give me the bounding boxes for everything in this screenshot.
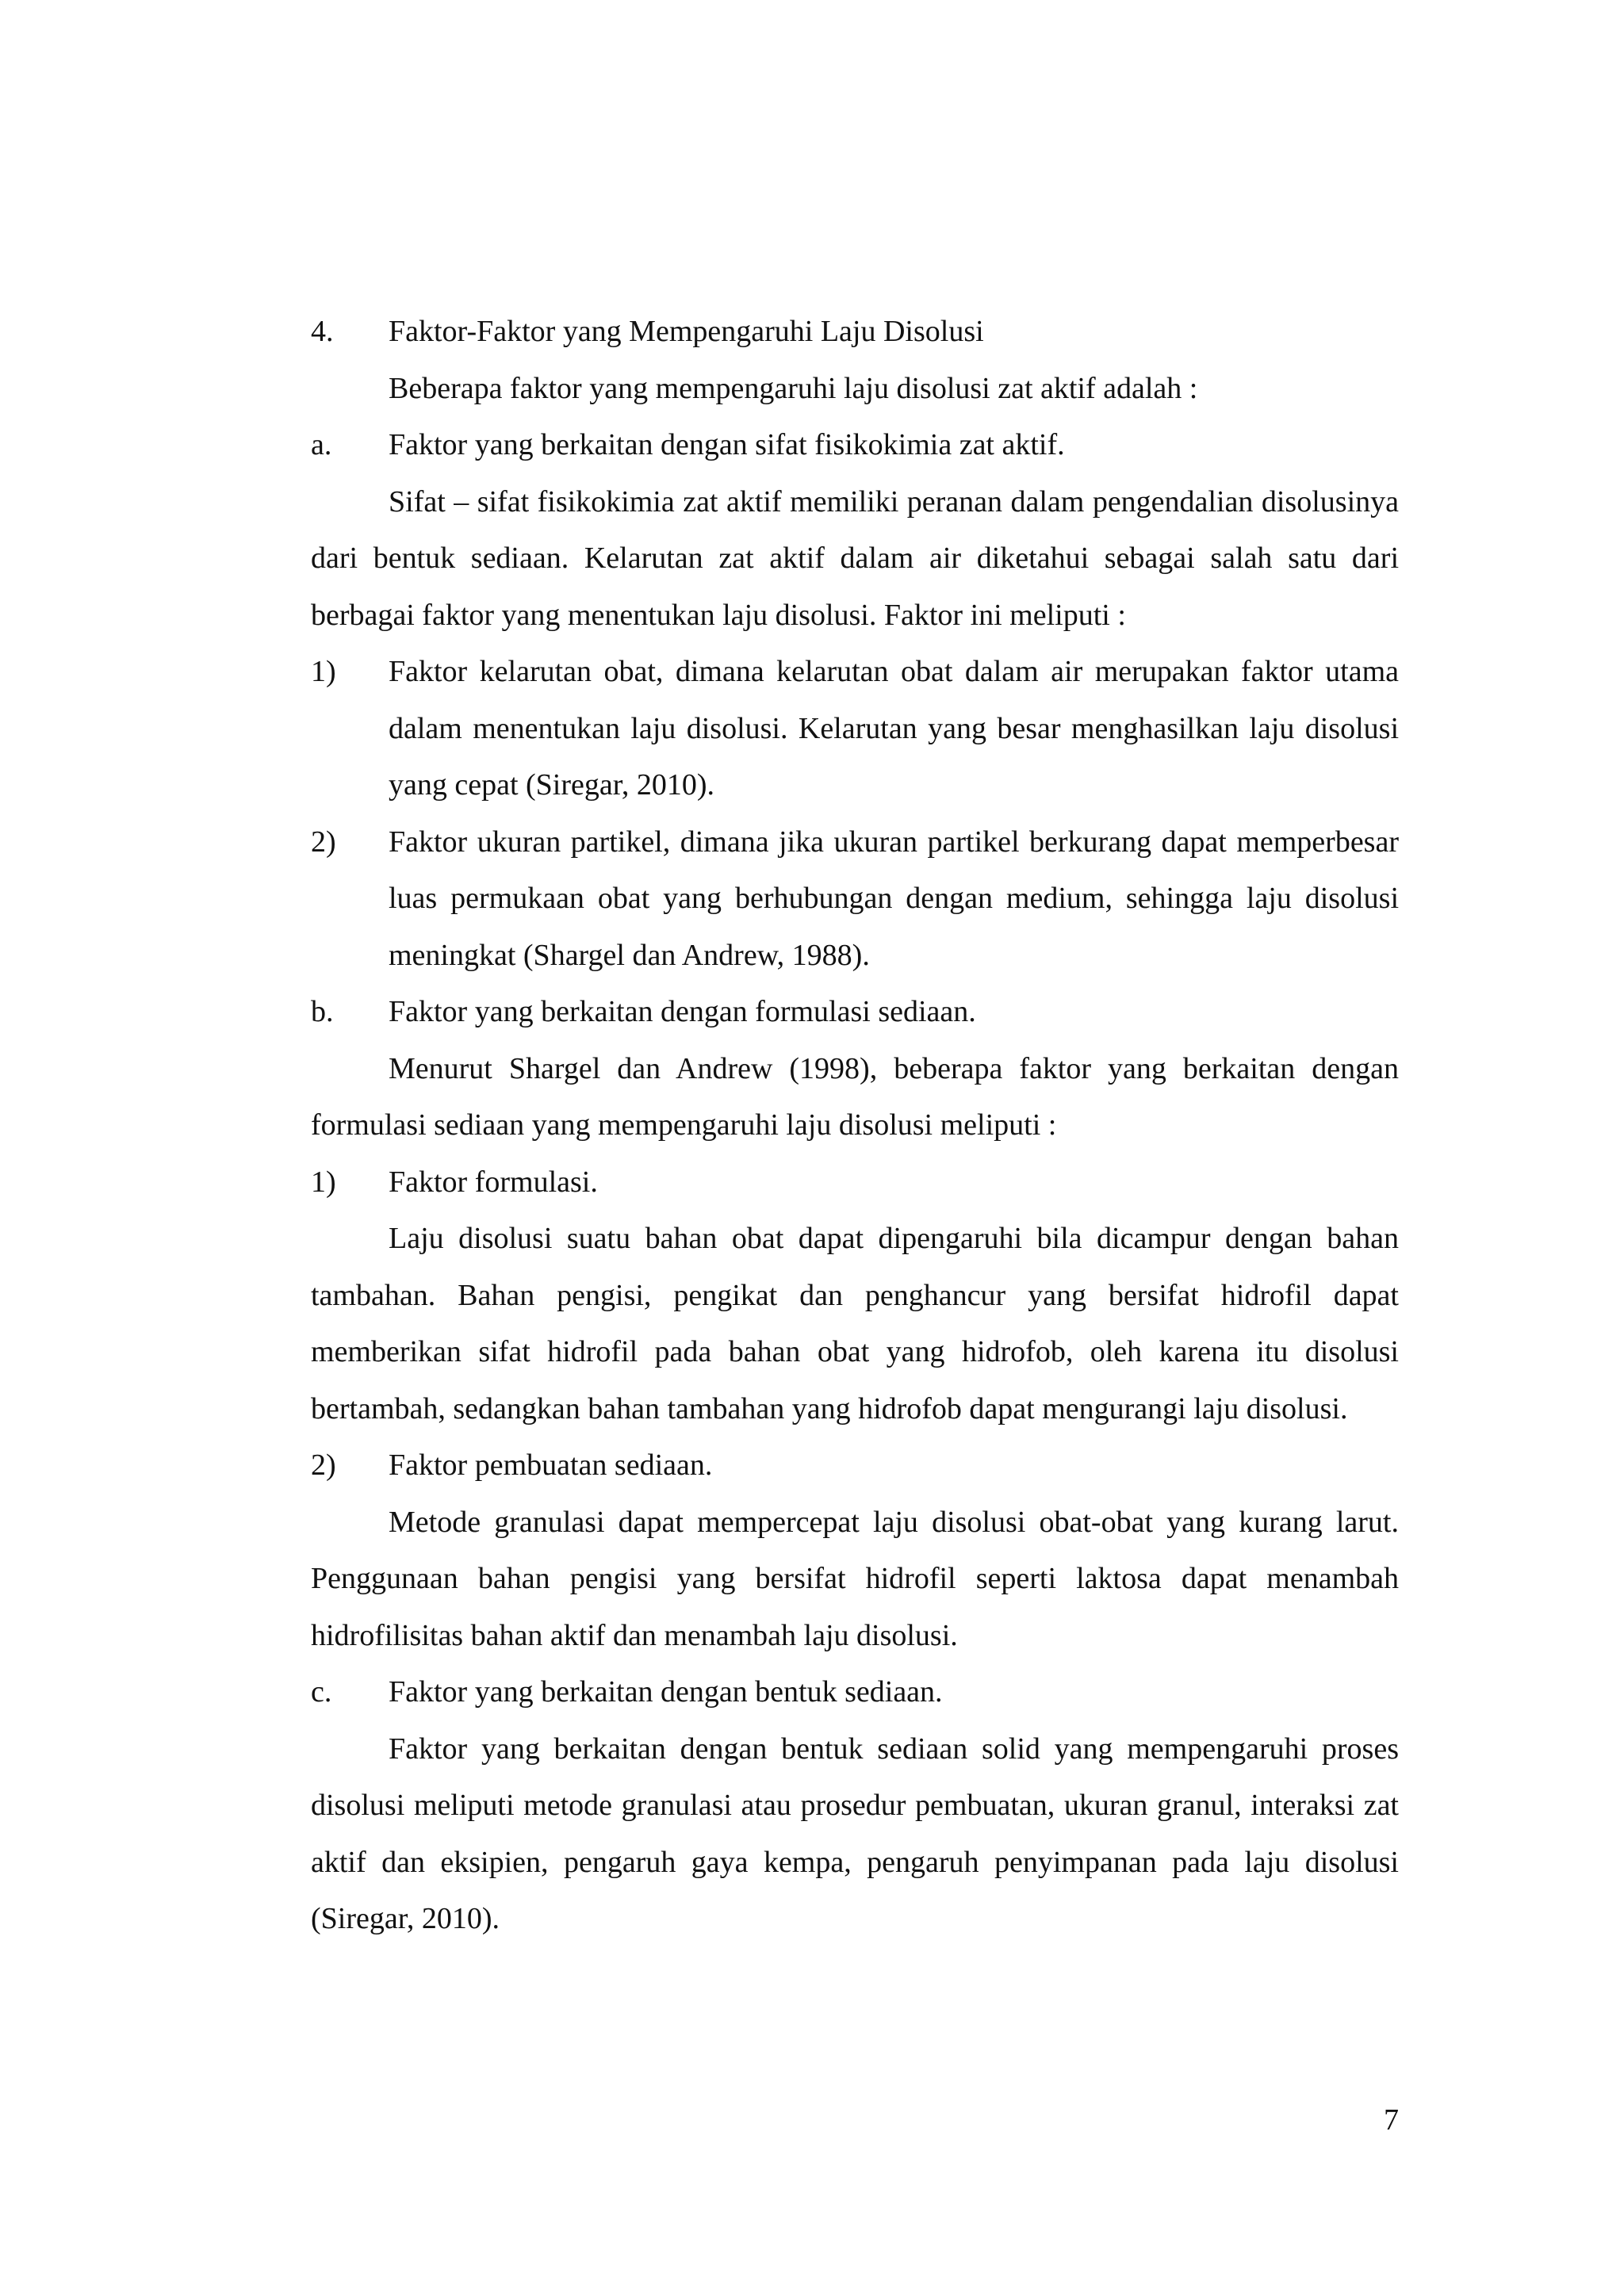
subsection-title-b: Faktor yang berkaitan dengan formulasi sediaan.: [389, 995, 976, 1028]
paragraph-b1: Laju disolusi suatu bahan obat dapat dipengaruhi bila dicampur dengan bahan tambahan. Bahan pengisi, pengikat dan penghancur yang bersifat hidrofil dapat memberikan sifat hidrofil pada bahan obat yang hidrofob, oleh karena itu disolusi bertambah, sedangkan bahan tambahan yang hidrofob dapat mengurangi laju disolusi.: [311, 1222, 1399, 1425]
subsection-heading-a: [311, 417, 1399, 474]
paragraph-a: Sifat – sifat fisikokimia zat aktif memiliki peranan dalam pengendalian disolusinya dari bentuk sediaan. Kelarutan zat aktif dalam air diketahui sebagai salah satu dari berbagai faktor yang menentukan laju disolusi. Faktor ini meliputi :: [311, 484, 1399, 632]
section-number: 4.: [311, 315, 334, 348]
list-text-a1: Faktor kelarutan obat, dimana kelarutan obat dalam air merupakan faktor utama dalam menentukan laju disolusi. Kelarutan yang besar menghasilkan laju disolusi yang cepat (Siregar, 2010).: [389, 655, 1399, 802]
list-item-b1-heading: [311, 1154, 1399, 1211]
section-intro: Beberapa faktor yang mempengaruhi laju disolusi zat aktif adalah :: [389, 371, 1198, 405]
list-marker-b2: 2): [311, 1448, 336, 1482]
list-title-b2: Faktor pembuatan sediaan.: [389, 1448, 713, 1482]
paragraph-c: Faktor yang berkaitan dengan bentuk sediaan solid yang mempengaruhi proses disolusi meliputi metode granulasi atau prosedur pembuatan, ukuran granul, interaksi zat aktif dan eksipien, pengaruh gaya kempa, pengaruh penyimpanan pada laju disolusi (Siregar, 2010).: [311, 1732, 1399, 1935]
page-number: 7: [1384, 2103, 1399, 2137]
paragraph-b2: Metode granulasi dapat mempercepat laju disolusi obat-obat yang kurang larut. Penggunaan bahan pengisi yang bersifat hidrofil seperti laktosa dapat menambah hidrofilisitas bahan aktif dan menambah laju disolusi.: [311, 1505, 1399, 1652]
list-marker-a1: 1): [311, 655, 336, 688]
list-title-b1: Faktor formulasi.: [389, 1165, 598, 1199]
subsection-marker-b: b.: [311, 995, 334, 1028]
page-content: [311, 304, 1399, 1948]
list-item-a1: [311, 644, 1399, 814]
section-heading: [311, 304, 1399, 361]
list-text-a2: Faktor ukuran partikel, dimana jika ukuran partikel berkurang dapat memperbesar luas permukaan obat yang berhubungan dengan medium, sehingga laju disolusi meningkat (Shargel dan Andrew, 1988).: [389, 825, 1399, 972]
section-intro-line: [311, 361, 1399, 418]
list-marker-a2: 2): [311, 825, 336, 859]
subsection-title-a: Faktor yang berkaitan dengan sifat fisikokimia zat aktif.: [389, 428, 1065, 461]
subsection-heading-b: [311, 984, 1399, 1041]
subsection-marker-c: c.: [311, 1675, 332, 1709]
list-marker-b1: 1): [311, 1165, 336, 1199]
subsection-title-c: Faktor yang berkaitan dengan bentuk sediaan.: [389, 1675, 943, 1709]
section-title: Faktor-Faktor yang Mempengaruhi Laju Disolusi: [389, 315, 984, 348]
list-item-a2: [311, 814, 1399, 985]
paragraph-b: Menurut Shargel dan Andrew (1998), beberapa faktor yang berkaitan dengan formulasi sediaan yang mempengaruhi laju disolusi meliputi :: [311, 1051, 1399, 1142]
list-item-b2-heading: [311, 1437, 1399, 1494]
subsection-marker-a: a.: [311, 428, 332, 461]
subsection-heading-c: [311, 1664, 1399, 1721]
